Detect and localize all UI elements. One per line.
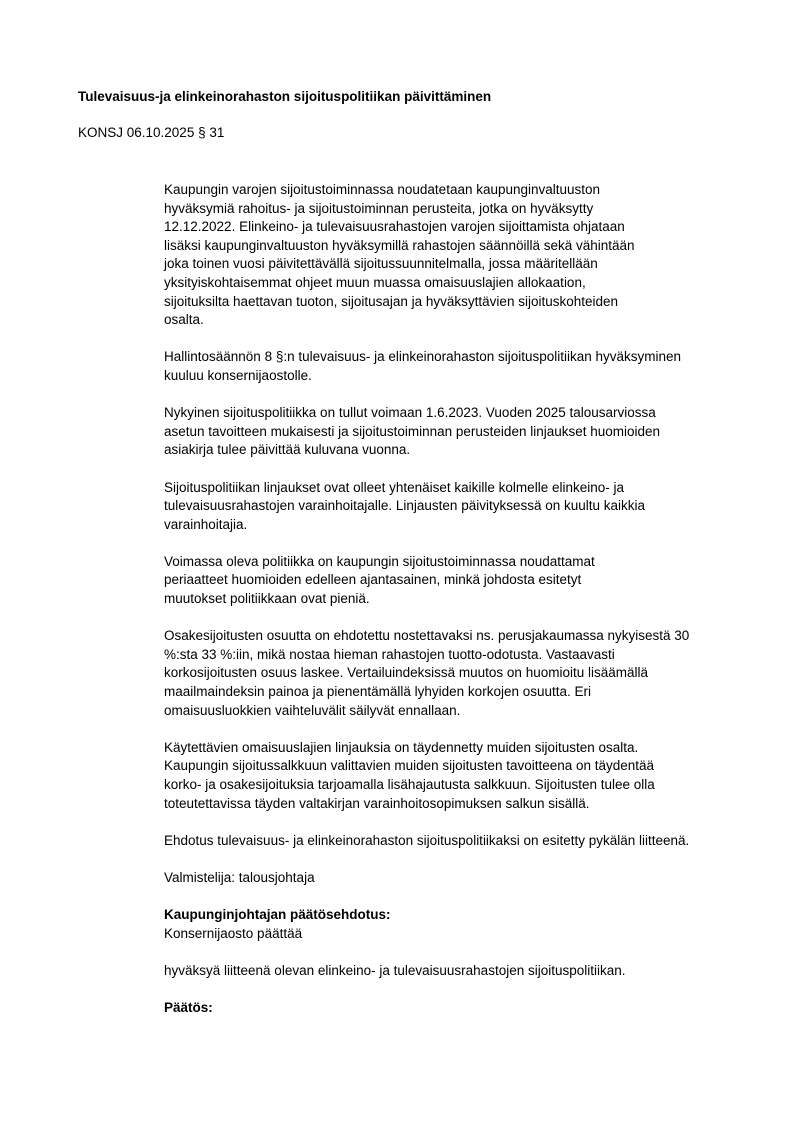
body-paragraph	[164, 627, 764, 720]
body-paragraph	[164, 404, 764, 460]
text-line: asiakirja tulee päivittää kuluvana vuonna.	[164, 442, 411, 458]
body-paragraph	[164, 739, 764, 813]
proposal-text: hyväksyä liitteenä olevan elinkeino- ja tulevaisuusrahastojen sijoituspolitiikan.	[164, 962, 626, 978]
text-line: varainhoitajia.	[164, 516, 248, 532]
body-paragraph	[164, 832, 764, 851]
proposal-intro: Konsernijaosto päättää	[164, 925, 303, 941]
text-line: joka toinen vuosi päivitettävällä sijoitussuunnitelmalla, jossa määritellään	[164, 256, 598, 272]
text-line: Nykyinen sijoituspolitiikka on tullut voimaan 1.6.2023. Vuoden 2025 talousarviossa	[164, 405, 656, 421]
text-line: hyväksymiä rahoitus- ja sijoitustoiminnan perusteita, jotka on hyväksytty	[164, 200, 594, 216]
text-line: Kaupungin varojen sijoitustoiminnassa noudatetaan kaupunginvaltuuston	[164, 182, 601, 197]
text-line: Hallintosäännön 8 §:n tulevaisuus- ja elinkeinorahaston sijoituspolitiikan hyväksyminen	[164, 349, 682, 365]
text-line: toteutettavissa täyden valtakirjan varainhoitosopimuksen salkun sisällä.	[164, 795, 590, 811]
body-paragraph	[164, 869, 764, 888]
text-line: Käytettävien omaisuuslajien linjauksia on täydennetty muiden sijoitusten osalta.	[164, 739, 639, 755]
text-line: korko- ja osakesijoituksia tarjoamalla lisähajautusta salkkuun. Sijoitusten tulee olla	[164, 777, 655, 792]
text-line: Valmistelija: talousjohtaja	[164, 869, 315, 885]
text-line: osalta.	[164, 312, 204, 328]
proposal-heading: Kaupunginjohtajan päätösehdotus:	[164, 907, 391, 923]
text-line: yksityiskohtaisemmat ohjeet muun muassa omaisuuslajien allokaation,	[164, 274, 586, 290]
body-paragraph	[164, 181, 764, 330]
text-line: Ehdotus tulevaisuus- ja elinkeinorahaston sijoituspolitiikaksi on esitetty pykälän liitteenä.	[164, 832, 690, 848]
text-line: asetun tavoitteen mukaisesti ja sijoitustoiminnan perusteiden linjaukset huomioiden	[164, 423, 661, 439]
body-paragraph	[164, 348, 764, 385]
text-line: maailmaindeksin painoa ja pienentämällä lyhyiden korkojen osuutta. Eri	[164, 684, 591, 700]
text-line: kuuluu konsernijaostolle.	[164, 367, 312, 383]
text-line: Voimassa oleva politiikka on kaupungin sijoitustoiminnassa noudattamat	[164, 553, 595, 569]
body-paragraph	[164, 479, 764, 535]
text-line: korkosijoitusten osuus laskee. Vertailuindeksissä muutos on huomioitu lisäämällä	[164, 665, 649, 681]
text-line: 12.12.2022. Elinkeino- ja tulevaisuusrahastojen varojen sijoittamista ohjataan	[164, 219, 625, 235]
paragraphs	[164, 181, 764, 888]
text-line: muutokset politiikkaan ovat pieniä.	[164, 591, 370, 607]
text-line: omaisuusluokkien vaihteluvälit säilyvät ennallaan.	[164, 702, 461, 718]
text-line: %:sta 33 %:iin, mikä nostaa hieman rahastojen tuotto-odotusta. Vastaavasti	[164, 646, 615, 662]
decision-heading: Päätös:	[164, 1000, 213, 1016]
text-line: tulevaisuusrahastojen varainhoitajalle. Linjausten päivityksessä on kuultu kaikkia	[164, 498, 646, 514]
text-line: Osakesijoitusten osuutta on ehdotettu nostettavaksi ns. perusjakaumassa nykyisestä 30	[164, 628, 690, 644]
text-line: periaatteet huomioiden edelleen ajantasainen, minkä johdosta esitetyt	[164, 572, 582, 588]
text-line: Sijoituspolitiikan linjaukset ovat olleet yhtenäiset kaikille kolmelle elinkeino- ja	[164, 479, 624, 495]
meeting-reference: KONSJ 06.10.2025 § 31	[78, 125, 225, 140]
text-line: Kaupungin sijoitussalkkuun valittavien muiden sijoitusten tavoitteena on täydentää	[164, 758, 655, 774]
document-body	[164, 181, 764, 1036]
document-title: Tulevaisuus-ja elinkeinorahaston sijoituspolitiikan päivittäminen	[78, 89, 492, 104]
text-line: lisäksi kaupunginvaltuuston hyväksymillä rahastojen säännöillä sekä vähintään	[164, 237, 635, 253]
text-line: sijoituksilta haettavan tuoton, sijoitusajan ja hyväksyttävien sijoituskohteiden	[164, 293, 619, 309]
body-paragraph	[164, 553, 764, 609]
